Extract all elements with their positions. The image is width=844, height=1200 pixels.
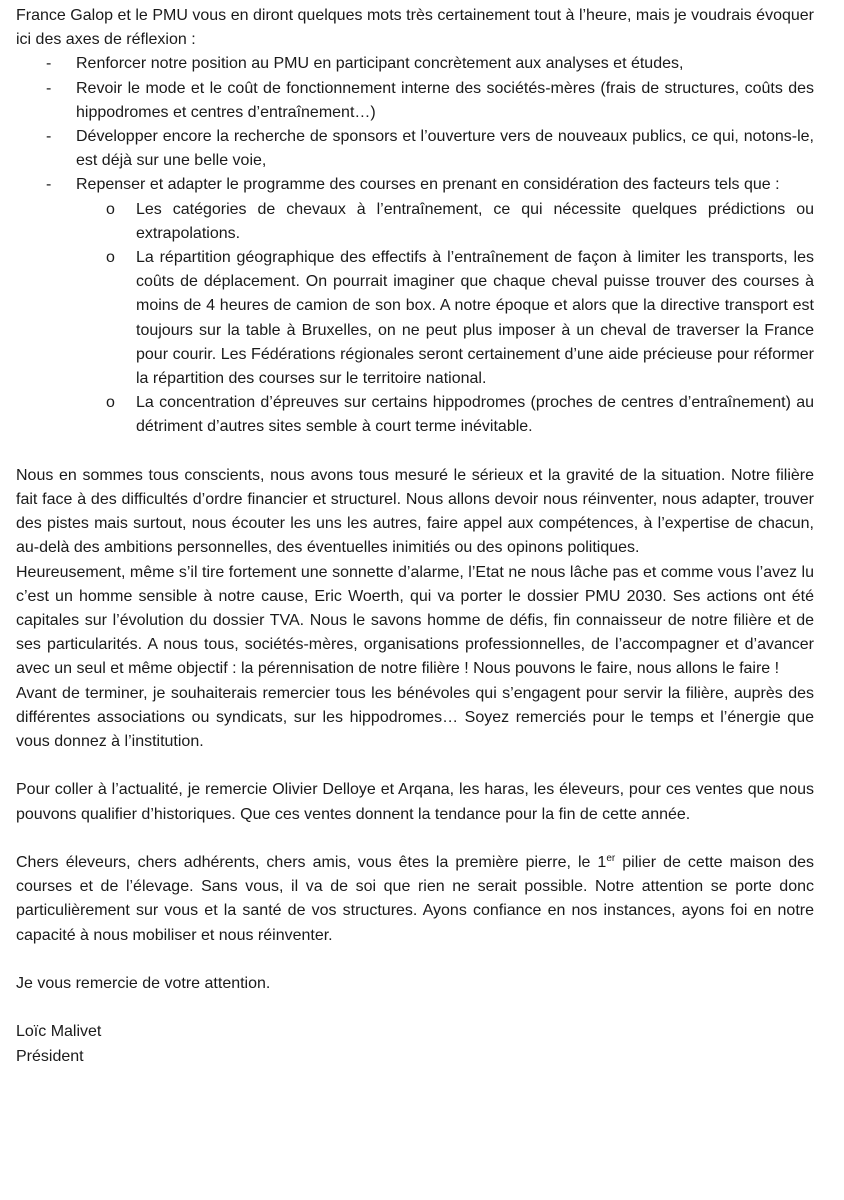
sub-axes-list [16,198,814,440]
list-item [16,246,814,391]
paragraph-spacer [16,996,814,1020]
axis-text: Repenser et adapter le programme des courses en prenant en considération des facteurs tels que : [76,176,780,194]
list-item [16,52,814,76]
paragraph-terminer: Avant de terminer, je souhaiterais remercier tous les bénévoles qui s’engagent pour servir la filière, auprès des différentes associations ou syndicats, sur les hippodromes… Soyez remerciés pour le temps et l’énergie que vous donnez à l’institution. [16,684,814,751]
paragraph-spacer [16,827,814,851]
circle-bullet: o [106,200,115,218]
intro-paragraph: France Galop et le PMU vous en diront quelques mots très certainement tout à l’heure, mais je voudrais évoquer ici des axes de réflexion : [16,7,814,49]
eleveurs-text-start: Chers éleveurs, chers adhérents, chers amis, vous êtes la première pierre, le 1 [16,854,607,872]
paragraph-spacer [16,440,814,464]
paragraph-eleveurs [16,851,814,948]
paragraph-actualite: Pour coller à l’actualité, je remercie Olivier Delloye et Arqana, les haras, les éleveurs, pour ces ventes que nous pouvons qualifier d’historiques. Que ces ventes donnent la tendance pour la fin de cette année. [16,781,814,823]
list-item [16,77,814,125]
paragraph-conscients: Nous en sommes tous conscients, nous avons tous mesuré le sérieux et la gravité de la situation. Notre filière fait face à des difficultés d’ordre financier et structurel. Nous allons devoir nous réinventer, nous adapter, trouver des pistes mais surtout, nous écouter les uns les autres, faire appel aux compétences, à l’expertise de chacun, au-delà des ambitions personnelles, des éventuelles inimitiés ou des opinons politiques. [16,466,814,557]
ordinal-suffix: er [606,853,616,865]
letter-page [16,4,814,1069]
eleveurs-text-end: pilier de cette maison des courses et de l’élevage. Sans vous, il va de soi que rien ne serait possible. Notre attention se porte donc particulièrement sur vous et la santé de vos structures. Ayons confiance en nos instances, ayons foi en notre capacité à nous mobiliser et nous réinventer. [16,854,815,944]
list-item [16,198,814,246]
axis-text: Renforcer notre position au PMU en participant concrètement aux analyses et études, [76,55,684,73]
circle-bullet: o [106,249,115,267]
axis-text: Revoir le mode et le coût de fonctionnement interne des sociétés-mères (frais de structures, coûts des hippodromes et centres d’entraînement…) [76,79,814,121]
sub-axis-text: Les catégories de chevaux à l’entraînement, ce qui nécessite quelques prédictions ou extrapolations. [136,200,814,242]
dash-bullet: - [46,79,52,97]
dash-bullet: - [46,176,52,194]
list-item [16,391,814,439]
signature-title: Président [16,1047,84,1065]
list-item [16,125,814,173]
paragraph-spacer [16,948,814,972]
axis-text: Développer encore la recherche de sponsors et l’ouverture vers de nouveaux publics, ce qui, notons-le, est déjà sur une belle voie, [76,128,814,170]
sub-axis-text: La répartition géographique des effectifs à l’entraînement de façon à limiter les transports, les coûts de déplacement. On pourrait imaginer que chaque cheval puisse trouver des courses à moins de 4 heures de camion de son box. A notre époque et alors que la directive transport est toujours sur la table à Bruxelles, on ne peut plus imposer à un cheval de traverser la France pour courir. Les Fédérations régionales seront certainement d’une aide précieuse pour réformer la répartition des courses sur le territoire national. [136,249,814,388]
list-item [16,173,814,197]
closing-line: Je vous remercie de votre attention. [16,975,271,993]
signature-name: Loïc Malivet [16,1023,102,1041]
sub-axis-text: La concentration d’épreuves sur certains hippodromes (proches de centres d’entraînement) au détriment d’autres sites semble à court terme inévitable. [136,394,814,436]
circle-bullet: o [106,394,115,412]
dash-bullet: - [46,128,52,146]
dash-bullet: - [46,55,52,73]
paragraph-heureusement: Heureusement, même s’il tire fortement une sonnette d’alarme, l’Etat ne nous lâche pas et comme vous l’avez lu c’est un homme sensible à notre cause, Eric Woerth, qui va porter le dossier PMU 2030. Ses actions ont été capitales sur l’évolution du dossier TVA. Nous le savons homme de défis, fin connaisseur de notre filière et de ses particularités. A nous tous, sociétés-mères, organisations professionnelles, de l’accompagner et d’avancer avec un seul et même objectif : la pérennisation de notre filière ! Nous pouvons le faire, nous allons le faire ! [16,563,814,678]
paragraph-spacer [16,754,814,778]
axes-list [16,52,814,197]
